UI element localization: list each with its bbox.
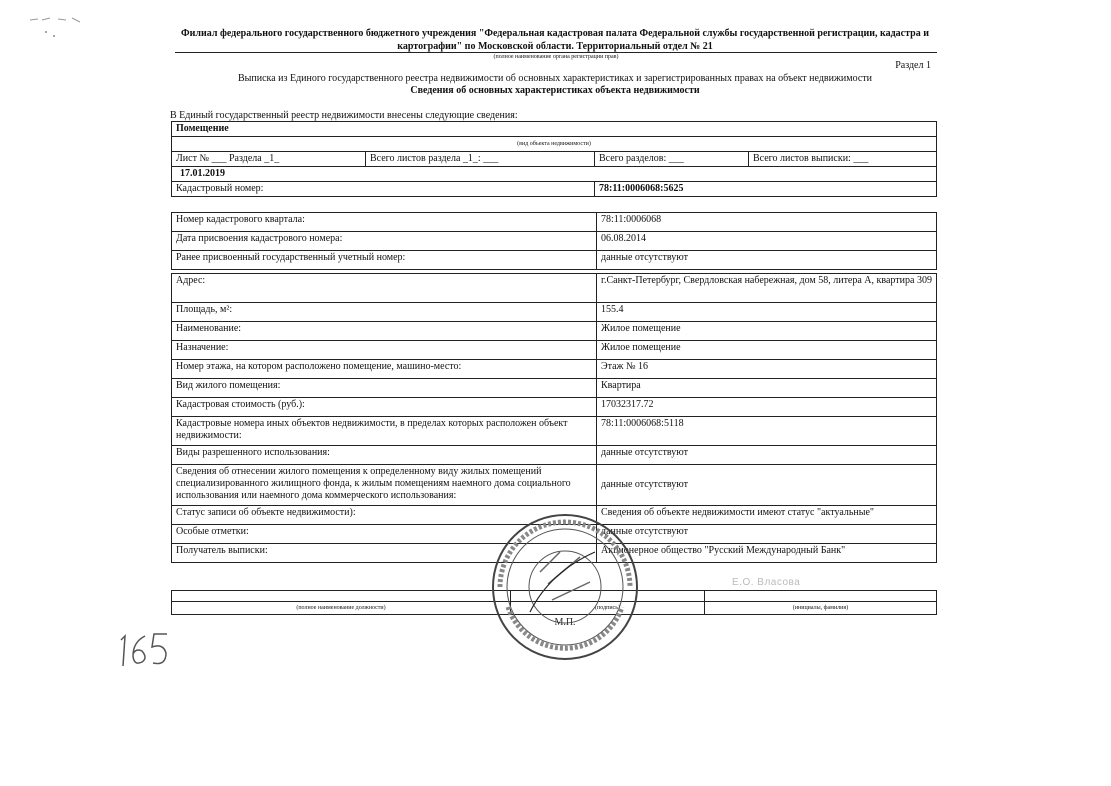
row-label: Вид жилого помещения: (172, 379, 597, 398)
intro-text: В Единый государственный реестр недвижимости внесены следующие сведения: (170, 110, 518, 121)
name-cell (705, 591, 937, 602)
row-label: Номер этажа, на котором расположено помещение, машино-место: (172, 360, 597, 379)
table-row (172, 398, 937, 417)
name-caption: (инициалы, фамилия) (705, 602, 937, 615)
signer-name: Е.О. Власова (732, 577, 801, 588)
row-label: Виды разрешенного использования: (172, 446, 597, 465)
row-label: Назначение: (172, 341, 597, 360)
stamp-center-text: М.П. (554, 617, 576, 628)
row-label: Сведения об отнесении жилого помещения к определенному виду жилых помещений специализированного жилищного фонда, к жилым помещениям наемного дома социального использования или наемного дома коммерческого использования: (172, 465, 597, 506)
table-row (172, 465, 937, 506)
table-row (172, 446, 937, 465)
signature-caption: (подпись) (511, 602, 705, 615)
row-value: Жилое помещение (597, 341, 937, 360)
table-row (172, 274, 937, 303)
official-stamp-icon (490, 512, 640, 662)
organization-caption: (полное наименование органа регистрации прав) (493, 54, 619, 60)
row-label: Дата присвоения кадастрового номера: (172, 232, 597, 251)
total-sections: Всего разделов: ___ (595, 152, 749, 167)
object-header-table (171, 121, 937, 197)
organization-underline (175, 52, 937, 53)
row-label: Статус записи об объекте недвижимости): (172, 506, 597, 525)
row-value: 06.08.2014 (597, 232, 937, 251)
table-row (172, 322, 937, 341)
row-value: данные отсутствуют (597, 446, 937, 465)
document-title: Выписка из Единого государственного реестра недвижимости об основных характеристиках и зарегистрированных правах на объект недвижимости (237, 73, 872, 84)
table-row (172, 213, 937, 232)
row-label: Кадастровая стоимость (руб.): (172, 398, 597, 417)
row-value: данные отсутствуют (597, 525, 937, 544)
row-value: данные отсутствуют (597, 465, 937, 506)
section-label: Раздел 1 (895, 60, 931, 71)
row-value: Квартира (597, 379, 937, 398)
row-label: Ранее присвоенный государственный учетный номер: (172, 251, 597, 270)
row-label: Адрес: (172, 274, 597, 303)
cadastral-number-label: Кадастровый номер: (172, 182, 595, 197)
total-sheets-extract: Всего листов выписки: ___ (749, 152, 937, 167)
row-label: Номер кадастрового квартала: (172, 213, 597, 232)
row-value: Жилое помещение (597, 322, 937, 341)
row-value: Сведения об объекте недвижимости имеют статус "актуальные" (597, 506, 937, 525)
row-label: Кадастровые номера иных объектов недвижимости, в пределах которых расположен объект недвижимости: (172, 417, 597, 446)
row-label: Получатель выписки: (172, 544, 597, 563)
row-value: 78:11:0006068:5118 (597, 417, 937, 446)
table-row (172, 232, 937, 251)
table-row (172, 341, 937, 360)
cadastral-number-value: 78:11:0006068:5625 (595, 182, 937, 197)
row-value: 155.4 (597, 303, 937, 322)
handwritten-page-number-icon (117, 628, 177, 673)
row-value: 17032317.72 (597, 398, 937, 417)
object-type-caption: (вид объекта недвижимости) (172, 137, 937, 152)
table-row (172, 417, 937, 446)
sheet-number: Лист № ___ Раздела _1_ (172, 152, 366, 167)
row-value: данные отсутствуют (597, 251, 937, 270)
table-row (172, 379, 937, 398)
row-label: Наименование: (172, 322, 597, 341)
quarter-info-table (171, 212, 937, 270)
row-label: Площадь, м²: (172, 303, 597, 322)
extract-date: 17.01.2019 (172, 167, 937, 182)
document-subtitle: Сведения об основных характеристиках объекта недвижимости (410, 85, 700, 96)
row-label: Особые отметки: (172, 525, 597, 544)
organization-name: Филиал федерального государственного бюджетного учреждения "Федеральная кадастровая палата Федеральной службы государственной регистрации, кадастра и картографии" по Московской области. Территориальный отдел № 21 (181, 28, 929, 52)
row-value: Акционерное общество "Русский Международный Банк" (597, 544, 937, 563)
position-cell (172, 591, 511, 602)
object-type: Помещение (172, 122, 937, 137)
row-value: Этаж № 16 (597, 360, 937, 379)
table-row (172, 303, 937, 322)
table-row (172, 360, 937, 379)
table-row (172, 251, 937, 270)
scan-artifact-icon (28, 14, 88, 44)
total-sheets-section: Всего листов раздела _1_: ___ (366, 152, 595, 167)
position-caption: (полное наименование должности) (172, 602, 511, 615)
row-value: 78:11:0006068 (597, 213, 937, 232)
row-value: г.Санкт-Петербург, Свердловская набережная, дом 58, литера А, квартира 309 (597, 274, 937, 303)
